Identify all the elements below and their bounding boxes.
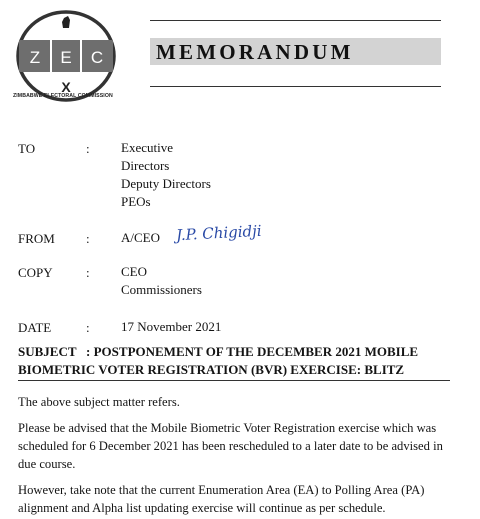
from-label: FROM [18, 231, 55, 246]
subject-line-1: SUBJECT : POSTPONEMENT OF THE DECEMBER 2021 MOBILE [18, 344, 419, 359]
logo-letter-e: E [60, 48, 72, 67]
date-colon: : [86, 320, 90, 335]
subject-underline [18, 380, 450, 381]
title-top-rule [150, 20, 441, 21]
to-colon: : [86, 141, 90, 156]
body-paragraph-3: However, take note that the current Enumeration Area (EA) to Polling Area (PA) alignment and Alpha list updating exercise will continue as per schedule. [18, 483, 425, 515]
zec-logo [16, 10, 116, 102]
date-label: DATE [18, 320, 52, 335]
title-bottom-rule [150, 86, 441, 87]
from-value: A/CEO [121, 230, 160, 245]
memo-title: MEMORANDUM [156, 40, 354, 64]
copy-value-2: Commissioners [121, 282, 202, 297]
logo-letter-c: C [90, 48, 104, 67]
to-value-1: Executive [121, 140, 173, 155]
copy-label: COPY [18, 265, 53, 280]
logo-letter-z: Z [29, 48, 41, 67]
logo-caption: ZIMBABWE ELECTORAL COMMISSION [13, 93, 113, 99]
subject-block [18, 343, 458, 379]
body-paragraph-1: The above subject matter refers. [18, 395, 180, 409]
subject-line-2: BIOMETRIC VOTER REGISTRATION (BVR) EXERCISE: BLITZ [18, 362, 405, 377]
from-colon: : [86, 231, 90, 246]
copy-colon: : [86, 265, 90, 280]
date-value: 17 November 2021 [121, 319, 222, 334]
to-value-3: Deputy Directors [121, 176, 211, 191]
logo-letter-x: X [61, 79, 71, 95]
to-value-4: PEOs [121, 194, 151, 209]
body-paragraph-2: Please be advised that the Mobile Biometric Voter Registration exercise which was scheduled for 6 December 2021 has been rescheduled to a later date to be advised in due course. [18, 421, 443, 471]
to-label: TO [18, 141, 36, 156]
copy-value-1: CEO [121, 264, 147, 279]
to-value-2: Directors [121, 158, 170, 173]
signature: J.P. Chigidji [175, 221, 263, 245]
